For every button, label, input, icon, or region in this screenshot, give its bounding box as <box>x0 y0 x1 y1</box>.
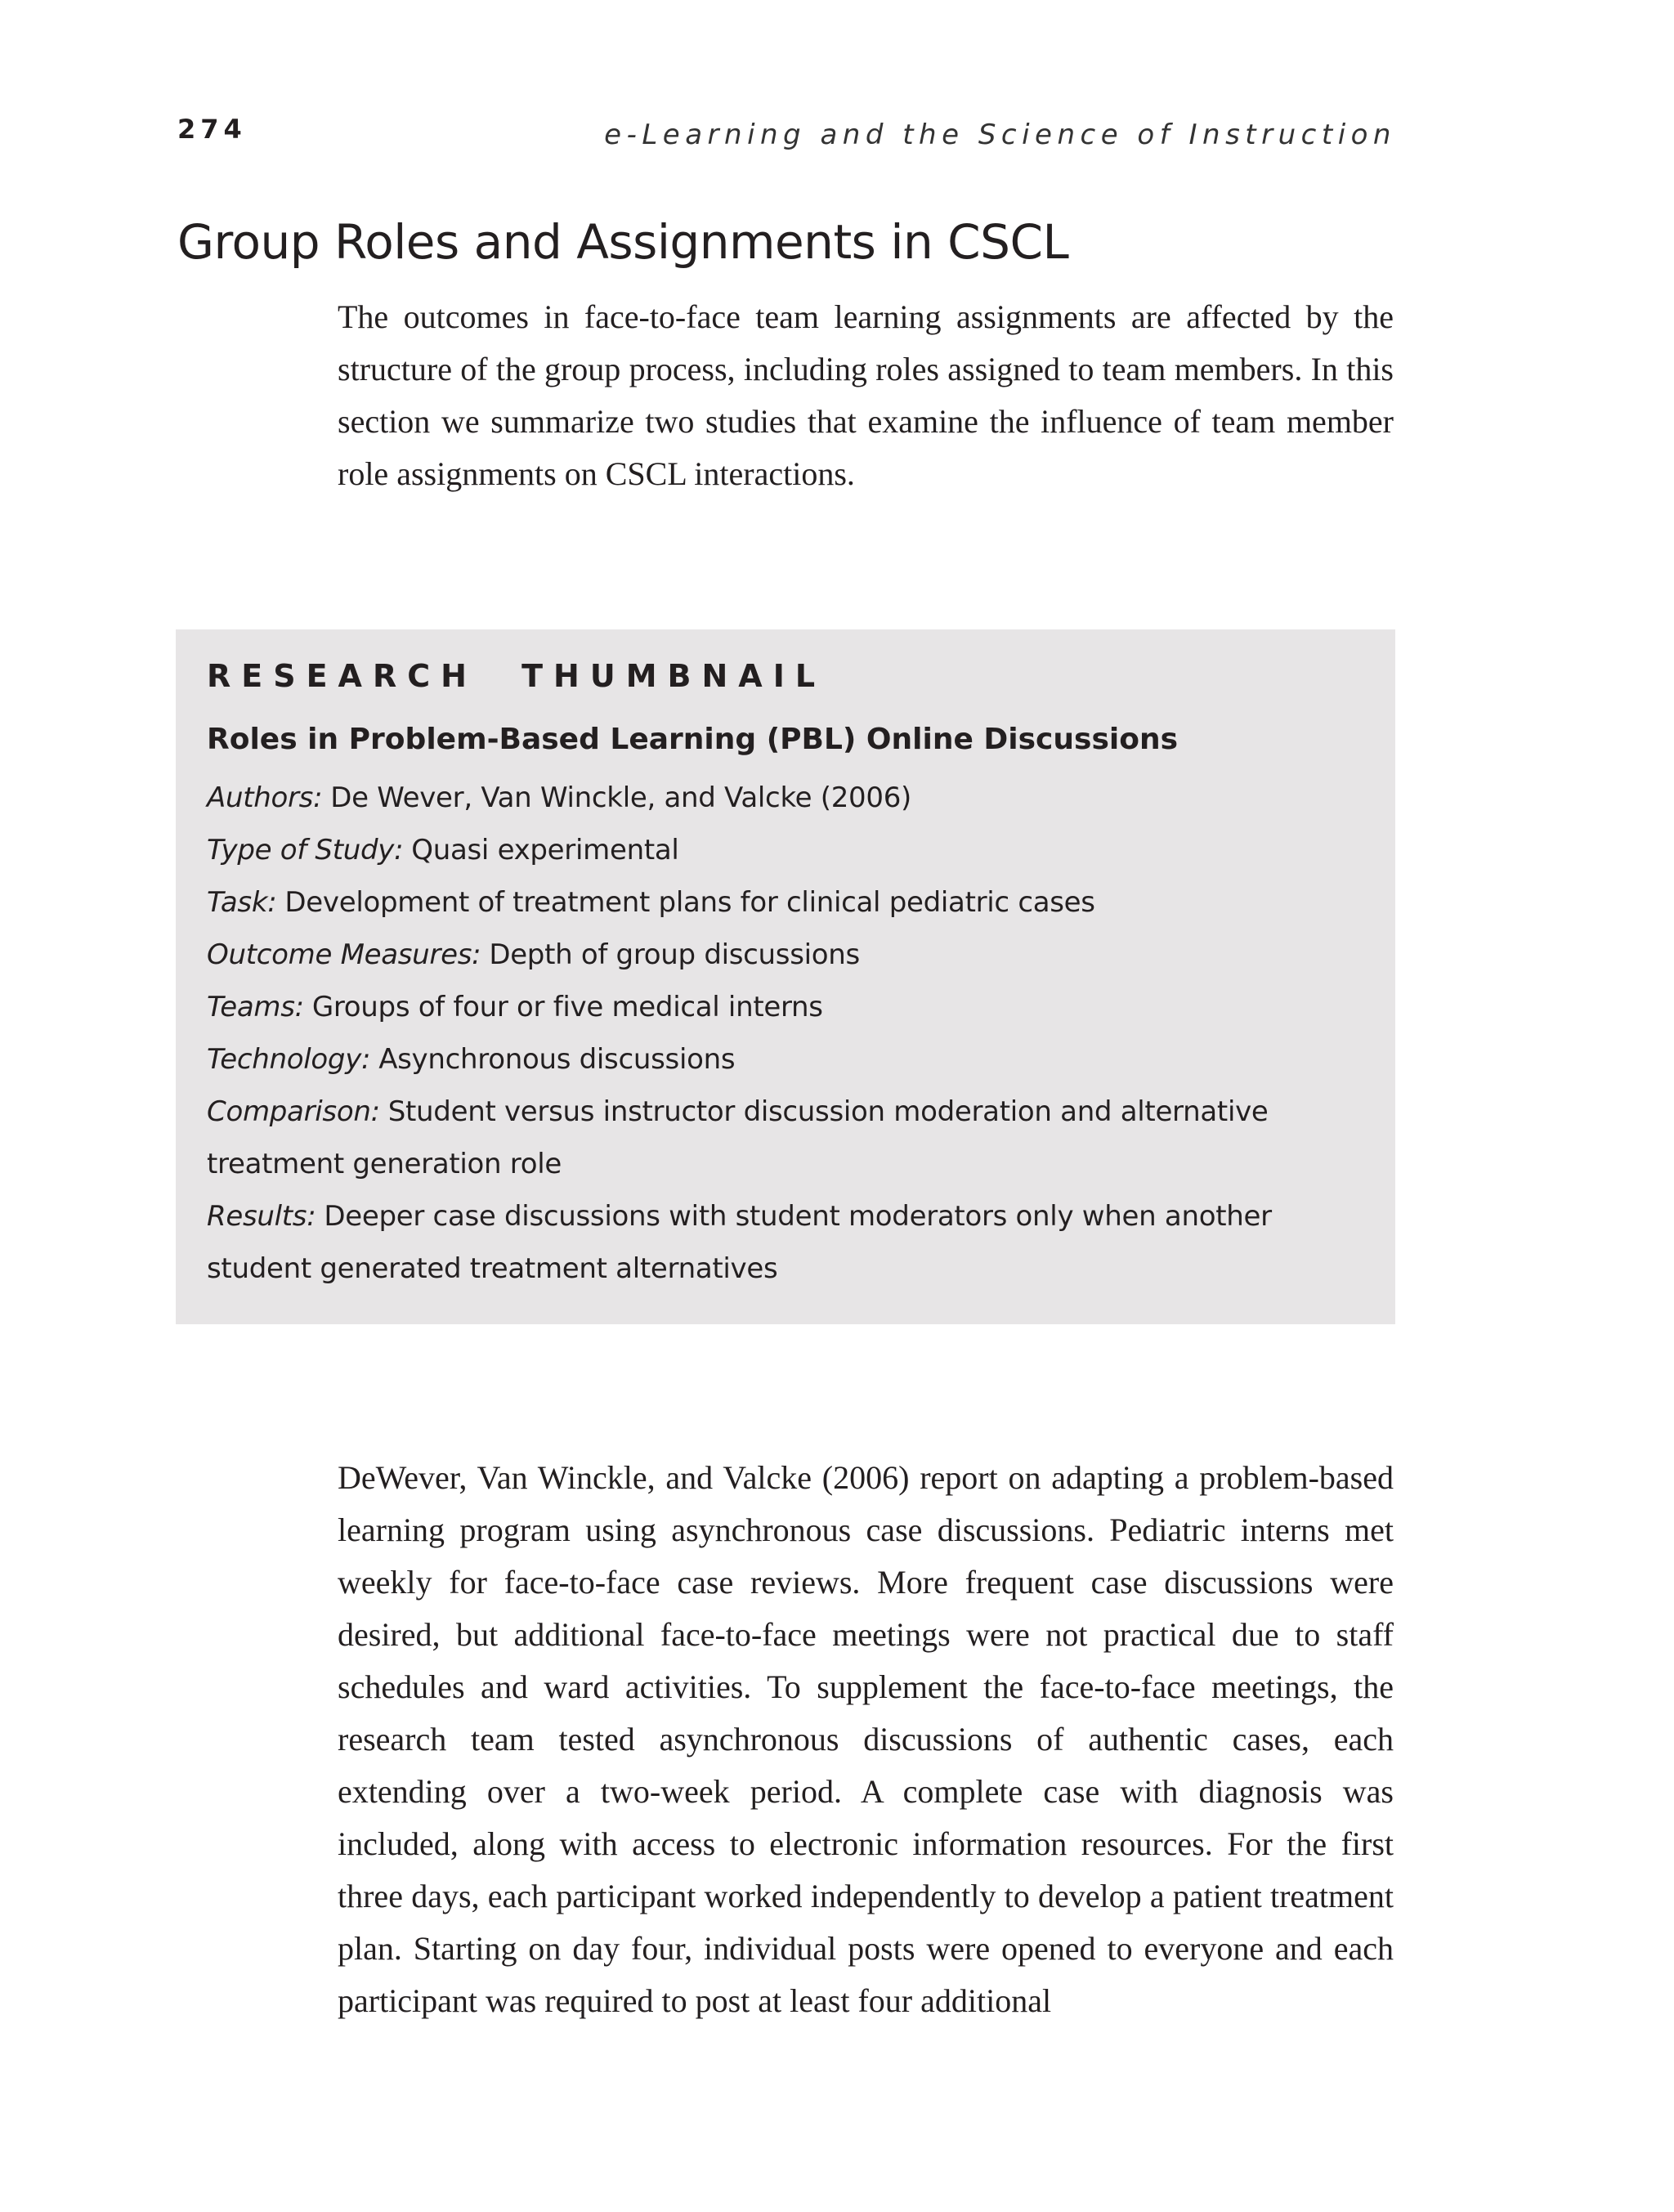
page-number: 274 <box>177 114 247 145</box>
field-value: Quasi experimental <box>411 834 679 866</box>
running-head: e-Learning and the Science of Instruction <box>604 119 1396 151</box>
body-paragraph: DeWever, Van Winckle, and Valcke (2006) report on adapting a problem-based learning program using asynchronous case discussions. Pediatric interns met weekly for face-to-face case reviews. More frequent case discussions were desired, but additional face-to-face meetings were not practical due to staff schedules and ward activities. To supplement the face-to-face meetings, the research team tested asynchronous discussions of authentic cases, each extending over a two-week period. A complete case with diagnosis was included, along with access to electronic information resources. For the first three days, each participant worked independently to develop a patient treatment plan. Starting on day four, individual posts were opened to everyone and each participant was required to post at least four additional <box>338 1459 1394 2019</box>
field-label: Technology: <box>207 1043 371 1076</box>
field-label: Type of Study: <box>207 834 404 866</box>
field-label: Results: <box>207 1200 316 1233</box>
field-technology <box>207 1033 1364 1086</box>
field-value: Asynchronous discussions <box>378 1043 736 1076</box>
thumbnail-title: Roles in Problem-Based Learning (PBL) Online Discussions <box>207 723 1178 756</box>
field-label: Teams: <box>207 991 304 1023</box>
research-thumbnail-box <box>176 629 1395 1324</box>
thumbnail-label: RESEARCH THUMBNAIL <box>207 658 826 694</box>
field-outcome-measures <box>207 929 1364 981</box>
field-type-of-study <box>207 824 1364 876</box>
field-task <box>207 876 1364 929</box>
field-results <box>207 1190 1364 1295</box>
field-label: Task: <box>207 886 277 919</box>
section-title: Group Roles and Assignments in CSCL <box>177 214 1069 270</box>
field-value: Development of treatment plans for clinical pediatric cases <box>284 886 1095 919</box>
field-value: Student versus instructor discussion moderation and alternative treatment generation role <box>207 1095 1269 1180</box>
field-label: Comparison: <box>207 1095 380 1128</box>
intro-paragraph: The outcomes in face-to-face team learning assignments are affected by the structure of the group process, including roles assigned to team members. In this section we summarize two studies that examine the influence of team member role assignments on CSCL interactions. <box>338 298 1394 492</box>
field-authors <box>207 772 1364 824</box>
field-value: Depth of group discussions <box>489 938 860 971</box>
field-value: De Wever, Van Winckle, and Valcke (2006) <box>330 781 911 814</box>
field-comparison <box>207 1086 1364 1190</box>
field-label: Authors: <box>207 781 323 814</box>
field-value: Groups of four or five medical interns <box>311 991 823 1023</box>
field-value: Deeper case discussions with student moderators only when another student generated treatment alternatives <box>207 1200 1272 1285</box>
field-label: Outcome Measures: <box>207 938 481 971</box>
field-teams <box>207 981 1364 1033</box>
